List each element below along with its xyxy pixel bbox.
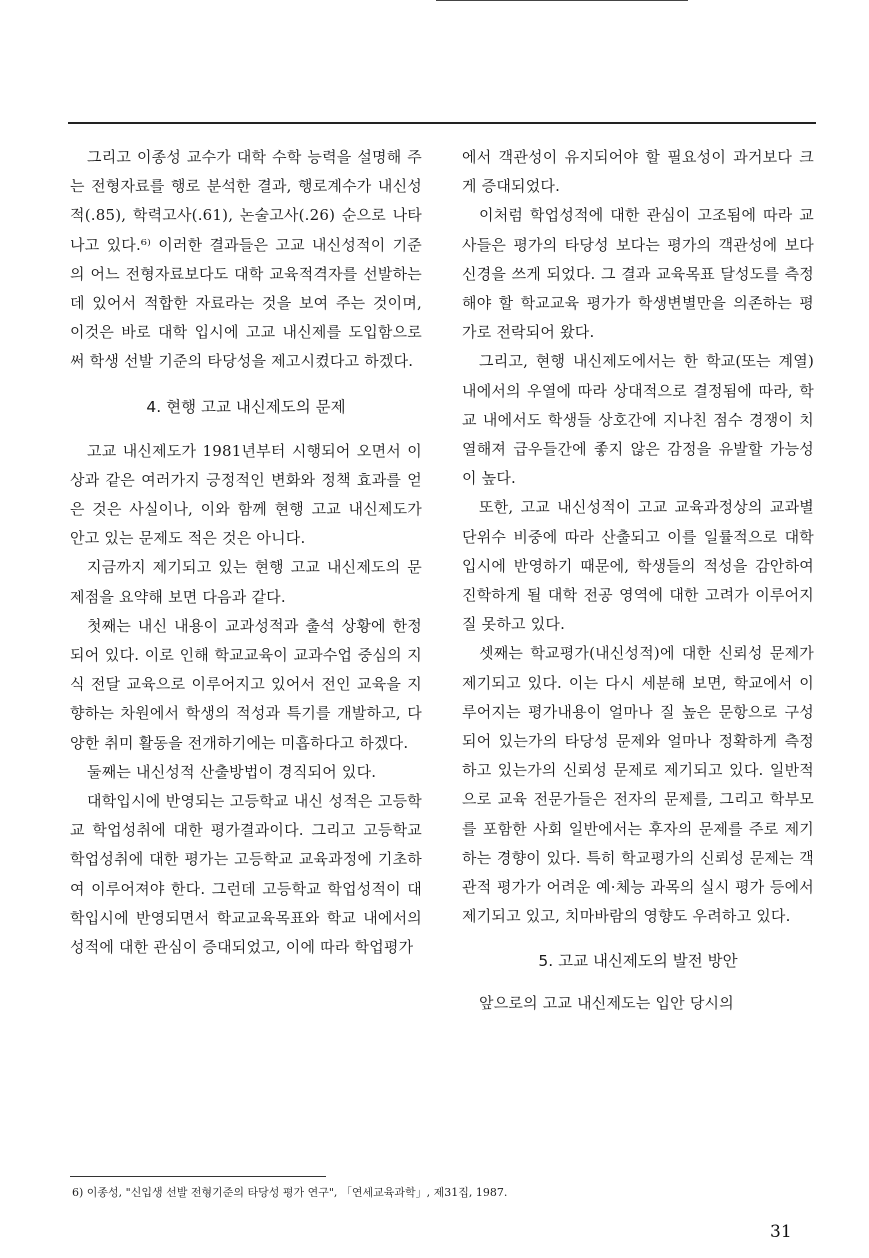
right-paragraph: 이처럼 학업성적에 대한 관심이 고조됨에 따라 교사들은 평가의 타당성 보다는 평가의 객관성에 보다 신경을 쓰게 되었다. 그 결과 교육목표 달성도를 측정해야 할 학교교육 평가가 학생변별만을 의존하는 평가로 전락되어 왔다. <box>462 206 814 342</box>
footnote: 6) 이종성, "신입생 선발 전형기준의 타당성 평가 연구", 「연세교육과학」, 제31집, 1987. <box>72 1186 508 1199</box>
right-paragraph: 에서 객관성이 유지되어야 할 필요성이 과거보다 크게 증대되었다. <box>462 148 814 196</box>
left-paragraph: 둘째는 내신성적 산출방법이 경직되어 있다. <box>87 762 377 781</box>
header-rule <box>68 122 816 124</box>
left-paragraph: 첫째는 내신 내용이 교과성적과 출석 상황에 한정되어 있다. 이로 인해 학교교육이 교과수업 중심의 지식 전달 교육으로 이루어지고 있어서 전인 교육을 지향하는 차원에서 학생의 적성과 특기를 개발하고, 다양한 취미 활동을 전개하기에는 미흡하다고 하겠다. <box>70 616 422 752</box>
page-number: 31 <box>770 1222 792 1242</box>
left-paragraph: 고교 내신제도가 1981년부터 시행되어 오면서 이상과 같은 여러가지 긍정적인 변화와 정책 효과를 얻은 것은 사실이나, 이와 함께 현행 고교 내신제도가 안고 있는 문제도 적은 것은 아니다. <box>70 441 422 548</box>
right-paragraph: 셋째는 학교평가(내신성적)에 대한 신뢰성 문제가 제기되고 있다. 이는 다시 세분해 보면, 학교에서 이루어지는 평가내용이 얼마나 질 높은 문항으로 구성되어 있는가의 타당성 문제와 얼마나 정확하게 측정하고 있는가의 신뢰성 문제로 제기되고 있다. 일반적으로 교육 전문가들은 전자의 문제를, 그리고 학부모를 포함한 사회 일반에서는 후자의 문제를 주로 제기하는 경향이 있다. 특히 학교평가의 신뢰성 문제는 객관적 평가가 어려운 예·체능 과목의 실시 평가 등에서 제기되고 있고, 치마바람의 영향도 우려하고 있다. <box>462 644 814 926</box>
left-paragraph: 대학입시에 반영되는 고등학교 내신 성적은 고등학교 학업성취에 대한 평가결과이다. 그리고 고등학교 학업성취에 대한 평가는 고등학교 교육과정에 기초하여 이루어져야 한다. 그런데 고등학교 학업성적이 대학입시에 반영되면서 학교교육목표와 학교 내에서의 성적에 대한 관심이 증대되었고, 이에 따라 학업평가 <box>70 792 422 957</box>
top-short-rule <box>436 0 688 1</box>
section-heading-5: 5. 고교 내신제도의 발전 방안 <box>538 952 738 971</box>
left-paragraph: 지금까지 제기되고 있는 현행 고교 내신제도의 문제점을 요약해 보면 다음과 같다. <box>70 558 422 606</box>
left-column <box>70 143 422 962</box>
right-paragraph: 그리고, 현행 내신제도에서는 한 학교(또는 계열) 내에서의 우열에 따라 상대적으로 결정됨에 따라, 학교 내에서도 학생들 상호간에 지나친 점수 경쟁이 치열해져 급우들간에 좋지 않은 감정을 유발할 가능성이 높다. <box>462 352 814 488</box>
right-paragraph: 앞으로의 고교 내신제도는 입안 당시의 <box>479 994 734 1013</box>
section-heading-4: 4. 현행 고교 내신제도의 문제 <box>146 397 346 416</box>
right-column <box>462 143 814 1019</box>
footnote-rule <box>70 1176 326 1177</box>
right-paragraph: 또한, 고교 내신성적이 고교 교육과정상의 교과별 단위수 비중에 따라 산출되고 이를 일률적으로 대학 입시에 반영하기 때문에, 학생들의 적성을 감안하여 진학하게 될 대학 전공 영역에 대한 고려가 이루어지질 못하고 있다. <box>462 498 814 634</box>
left-paragraph: 그리고 이종성 교수가 대학 수학 능력을 설명해 주는 전형자료를 행로 분석한 결과, 행로계수가 내신성적(.85), 학력고사(.61), 논술고사(.26) 순으로 나타나고 있다.⁶⁾ 이러한 결과들은 고교 내신성적이 기준의 어느 전형자료보다도 대학 교육적격자를 선발하는데 있어서 적합한 자료라는 것을 보여 주는 것이며, 이것은 바로 대학 입시에 고교 내신제를 도입함으로써 학생 선발 기준의 타당성을 제고시켰다고 하겠다. <box>70 148 422 371</box>
